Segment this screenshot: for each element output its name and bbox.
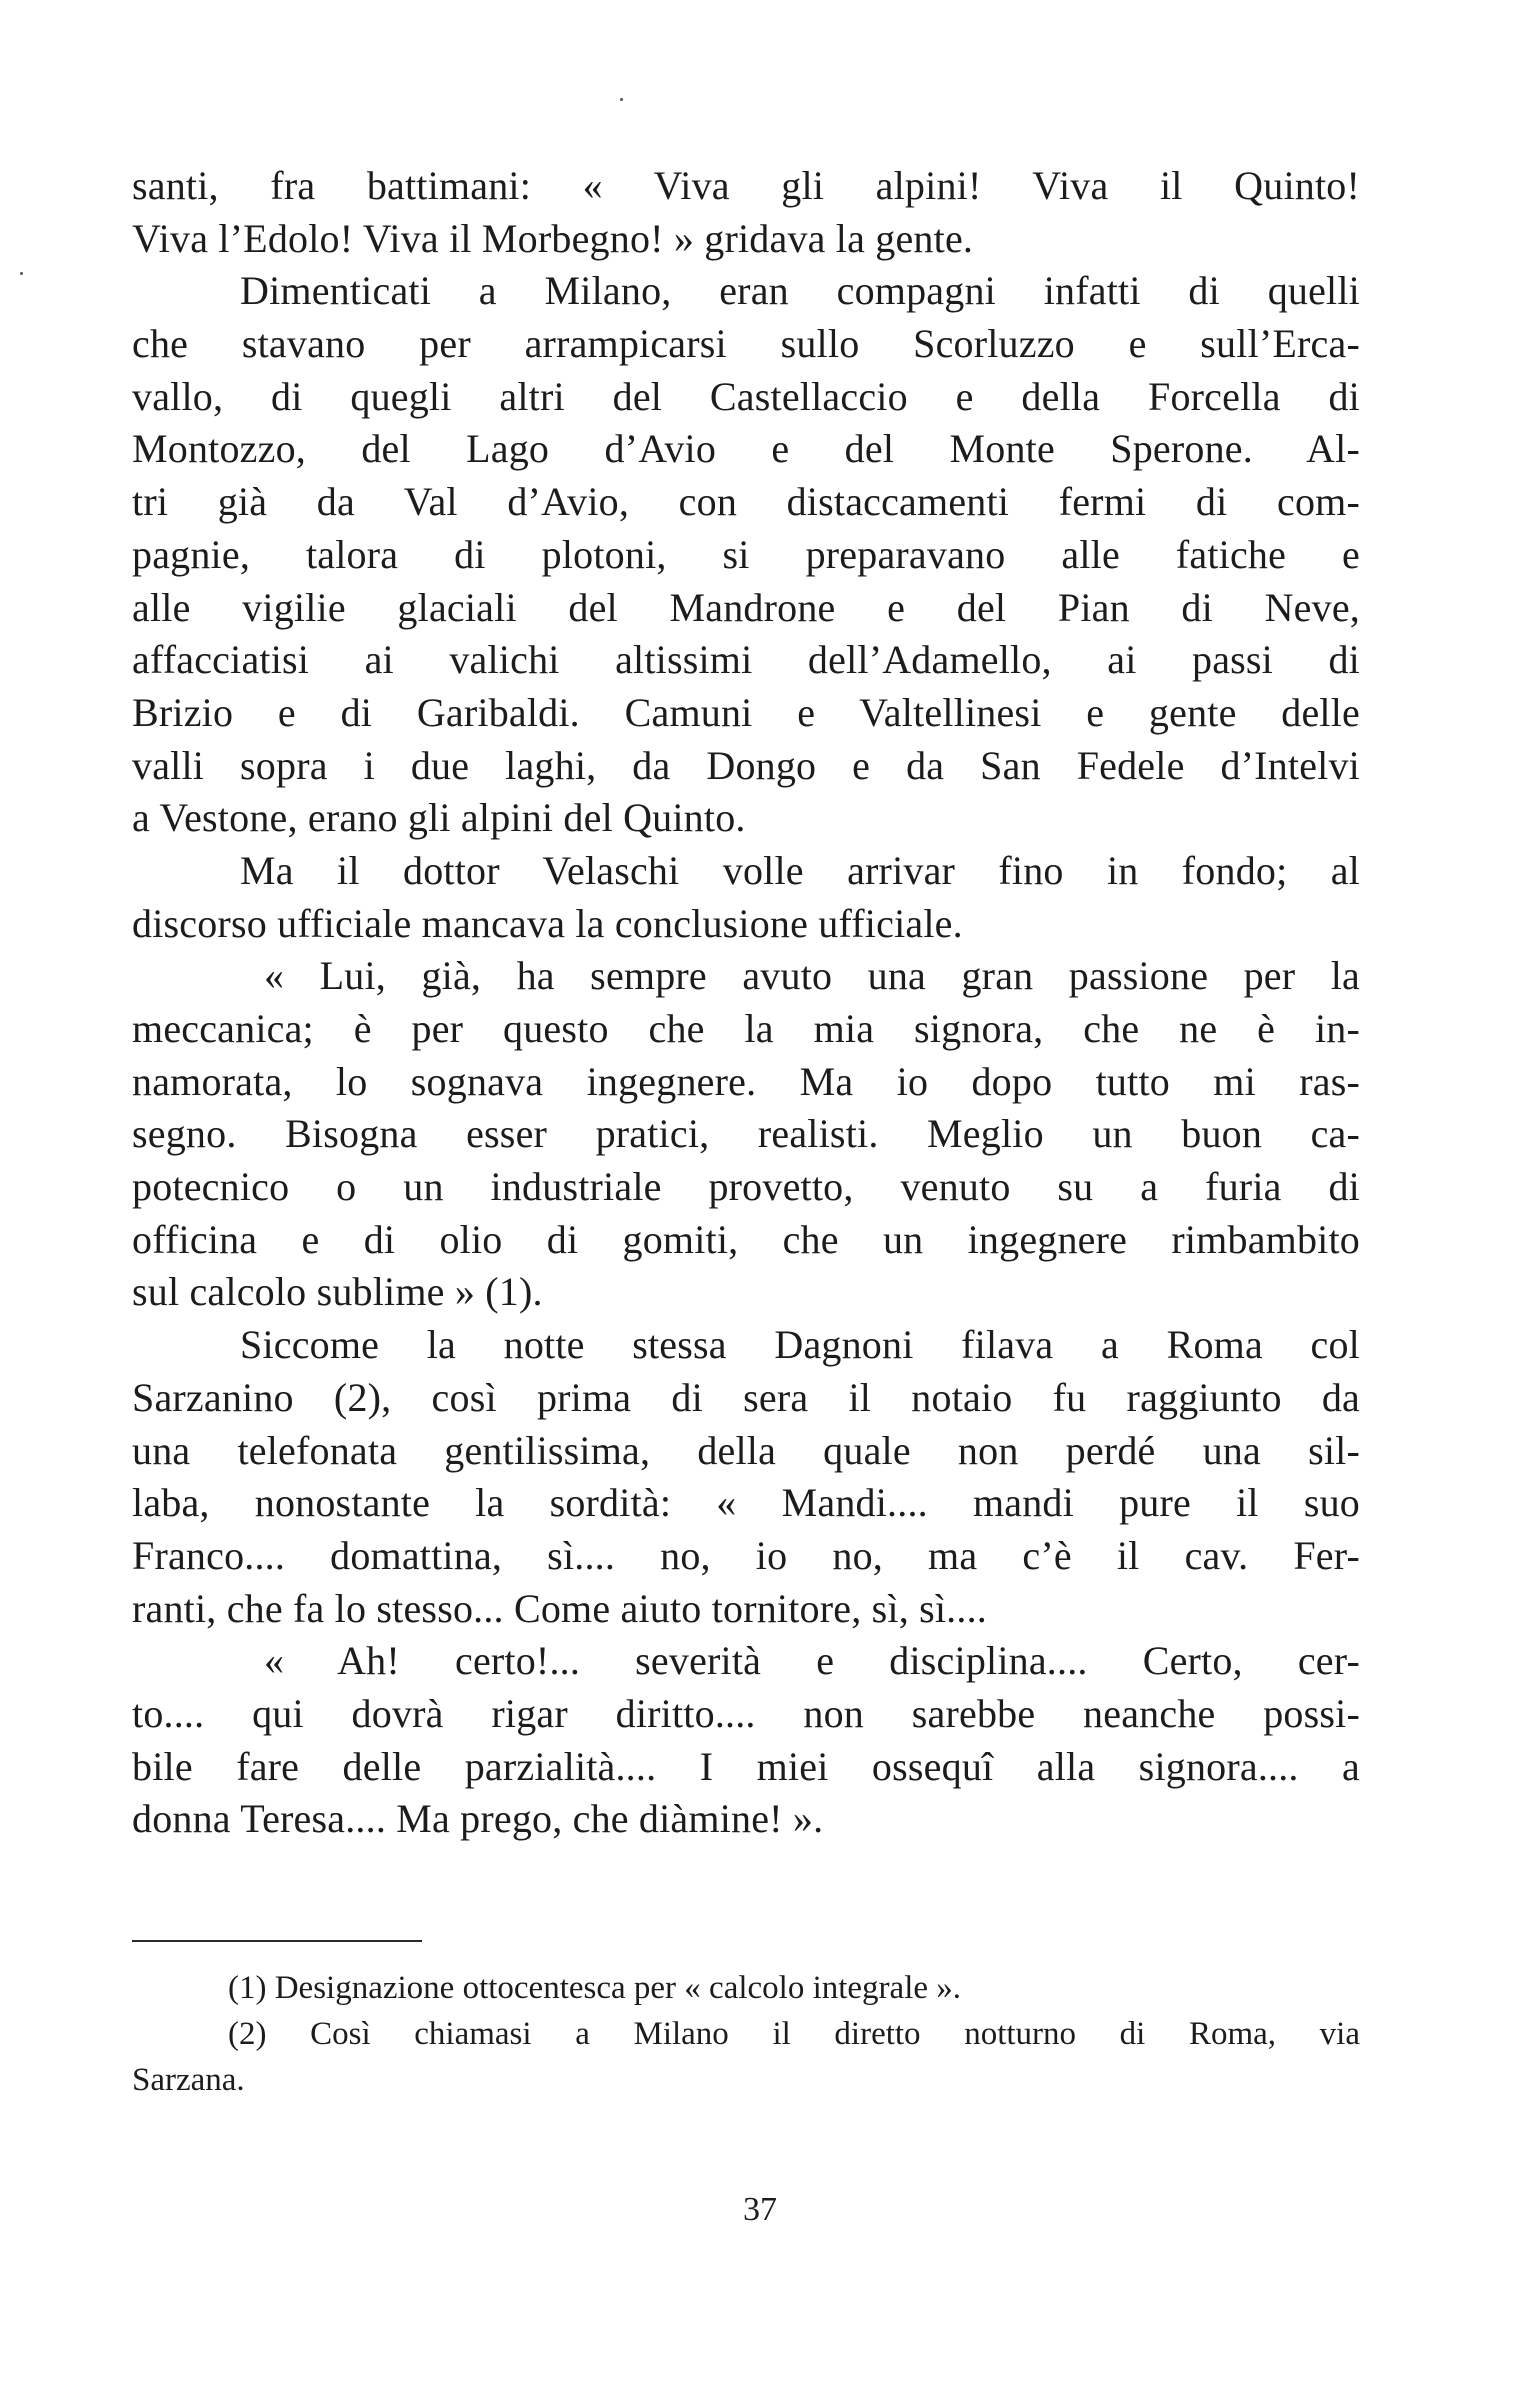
paper-speck — [20, 272, 23, 275]
text-line: a Vestone, erano gli alpini del Quinto. — [132, 795, 746, 841]
text-line: Franco.... domattina, sì.... no, io no, ma c’è il cav. Fer- — [132, 1532, 1360, 1578]
text-line: vallo, di quegli altri del Castellaccio e della Forcella di — [132, 373, 1360, 419]
text-line: Viva l’Edolo! Viva il Morbegno! » gridava la gente. — [132, 215, 974, 261]
text-line: che stavano per arrampicarsi sullo Scorluzzo e sull’Erca- — [132, 321, 1360, 367]
text-line: affacciatisi ai valichi altissimi dell’Adamello, ai passi di — [132, 637, 1360, 683]
body-text — [132, 160, 1360, 1846]
page-number: 37 — [743, 2191, 777, 2228]
text-line: segno. Bisogna esser pratici, realisti. Meglio un buon ca- — [132, 1111, 1360, 1157]
paper-speck — [620, 98, 623, 101]
text-line: santi, fra battimani: « Viva gli alpini! Viva il Quinto! — [132, 163, 1360, 208]
text-line: tri già da Val d’Avio, con distaccamenti fermi di com- — [132, 479, 1360, 525]
text-line: sul calcolo sublime » (1). — [132, 1269, 543, 1315]
text-line: potecnico o un industriale provetto, venuto su a furia di — [132, 1164, 1360, 1210]
footnotes — [132, 1965, 1360, 2103]
text-line: discorso ufficiale mancava la conclusione ufficiale. — [132, 900, 963, 946]
text-line: una telefonata gentilissima, della quale non perdé una sil- — [132, 1427, 1360, 1473]
text-line: meccanica; è per questo che la mia signora, che ne è in- — [132, 1006, 1360, 1051]
text-line: officina e di olio di gomiti, che un ingegnere rimbambito — [132, 1216, 1360, 1262]
text-line: Sarzanino (2), così prima di sera il notaio fu raggiunto da — [132, 1374, 1360, 1420]
text-line: Montozzo, del Lago d’Avio e del Monte Sperone. Al- — [132, 426, 1360, 472]
text-line: Dimenticati a Milano, eran compagni infatti di quelli — [240, 268, 1360, 314]
text-line: valli sopra i due laghi, da Dongo e da San Fedele d’Intelvi — [132, 742, 1360, 788]
text-line: Ma il dottor Velaschi volle arrivar fino in fondo; al — [240, 847, 1360, 893]
text-line: Brizio e di Garibaldi. Camuni e Valtellinesi e gente delle — [132, 689, 1360, 735]
footnote: (1) Designazione ottocentesca per « calcolo integrale ». — [228, 1970, 962, 2006]
text-line: to.... qui dovrà rigar diritto.... non sarebbe neanche possi- — [132, 1690, 1360, 1736]
text-line: namorata, lo sognava ingegnere. Ma io dopo tutto mi ras- — [132, 1058, 1360, 1104]
text-line: « Lui, già, ha sempre avuto una gran passione per la — [264, 953, 1360, 999]
text-line: Siccome la notte stessa Dagnoni filava a Roma col — [240, 1322, 1360, 1368]
text-line: alle vigilie glaciali del Mandrone e del Pian di Neve, — [132, 584, 1360, 630]
footnote-continuation: Sarzana. — [132, 2062, 245, 2098]
text-line: pagnie, talora di plotoni, si preparavano alle fatiche e — [132, 531, 1360, 577]
text-line: ranti, che fa lo stesso... Come aiuto tornitore, sì, sì.... — [132, 1585, 987, 1631]
text-line: laba, nonostante la sordità: « Mandi.... mandi pure il suo — [132, 1480, 1360, 1526]
footnote: (2) Così chiamasi a Milano il diretto notturno di Roma, via — [228, 2016, 1360, 2052]
text-line: bile fare delle parzialità.... I miei ossequî alla signora.... a — [132, 1743, 1360, 1789]
text-line: donna Teresa.... Ma prego, che diàmine! ». — [132, 1796, 824, 1842]
text-line: « Ah! certo!... severità e disciplina.... Certo, cer- — [264, 1638, 1360, 1684]
footnote-rule — [132, 1940, 422, 1942]
